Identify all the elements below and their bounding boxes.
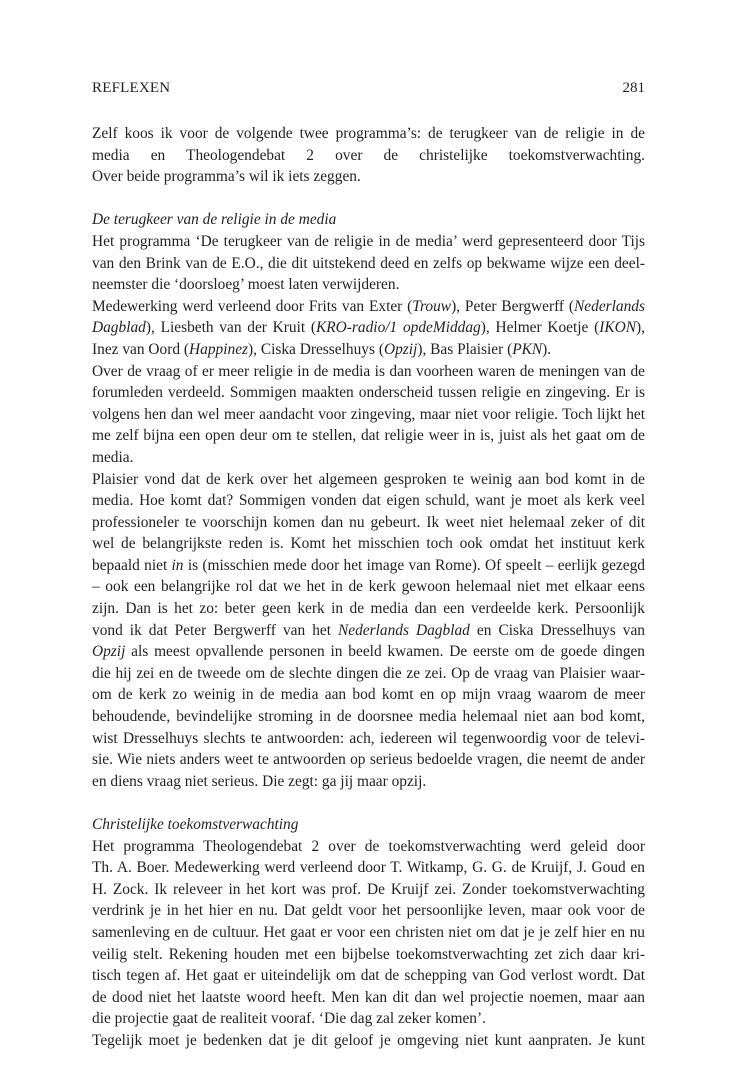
- text-line: [92, 944, 645, 966]
- text-run: me zelf bijna een open deur om te stellen, dat religie weer in is, juist als het gaat om de: [92, 427, 645, 445]
- text-run: en diens vraag niet serieus. Die zegt: ga jij maar opzij.: [92, 772, 427, 790]
- text-line: [92, 641, 645, 663]
- text-run: Over beide programma’s wil ik iets zeggen.: [92, 168, 361, 186]
- text-run: tisch tegen af. Het gaat er uiteindelijk om dat de schepping van God verlost wordt. Dat: [92, 967, 645, 985]
- italic-text: IKON: [599, 319, 637, 337]
- text-line: [92, 296, 645, 318]
- text-run: wist Dresselhuys slechts te antwoorden: ach, iedereen wil tegenwoordig voor de televi-: [92, 729, 645, 747]
- text-run: ), Helmer Koetje (: [480, 319, 600, 337]
- page-number: 281: [622, 80, 645, 96]
- section-gap: [92, 792, 645, 814]
- italic-text: KRO-radio/1 opdeMiddag: [316, 319, 481, 337]
- text-run: is (misschien mede door het image van Rome). Of speelt – eerlijk gezegd: [183, 556, 645, 574]
- section-gap: [92, 188, 645, 210]
- text-line: [92, 900, 645, 922]
- section-christian-expectation: [92, 836, 645, 1052]
- text-run: Inez van Oord (: [92, 340, 190, 358]
- text-line: [92, 857, 645, 879]
- italic-text: Opzij: [92, 643, 126, 661]
- text-line: [92, 965, 645, 987]
- text-line: [92, 253, 645, 275]
- italic-text: Nederlands: [574, 297, 645, 315]
- text-run: – ook een belangrijke rol dat we het in de kerk gewoon helemaal niet met elkaar eens: [92, 578, 645, 596]
- text-run: ),: [636, 319, 645, 337]
- section-heading-religion-media: De terugkeer van de religie in de media: [92, 211, 337, 229]
- text-line: [92, 684, 645, 706]
- text-run: de dood niet het laatste woord heeft. Men kan dit dan wel projectie noemen, maar aan: [92, 988, 645, 1006]
- text-run: behoudende, bevindelijke stroming in de doorsnee media helemaal niet aan bod komt,: [92, 708, 645, 726]
- text-run: H. Zock. Ik releveer in het kort was prof. De Kruijf zei. Zonder toekomstverwachting: [92, 880, 645, 898]
- text-line: [92, 598, 645, 620]
- text-line: [92, 771, 645, 793]
- text-line: [92, 274, 645, 296]
- text-line: [92, 382, 645, 404]
- text-run: ).: [542, 340, 552, 358]
- paragraph: [92, 231, 645, 296]
- text-line: [92, 361, 645, 383]
- text-run: Zelf koos ik voor de volgende twee programma’s: de terugkeer van de religie in de: [92, 125, 645, 142]
- intro-paragraph: [92, 123, 645, 188]
- section-religion-media: [92, 231, 645, 792]
- text-run: bepaald niet: [92, 556, 172, 574]
- italic-text: Opzij: [383, 340, 418, 358]
- text-line: [92, 749, 645, 771]
- text-line: [92, 879, 645, 901]
- text-line: [92, 404, 645, 426]
- paragraph: [92, 1030, 645, 1052]
- italic-text: in: [171, 556, 184, 574]
- italic-text: Happinez: [189, 340, 249, 358]
- text-line: [92, 339, 645, 361]
- text-run: ), Bas Plaisier (: [417, 340, 513, 358]
- text-line: [92, 922, 645, 944]
- text-line: [92, 512, 645, 534]
- text-run: media. Hoe komt dat? Sommigen vonden dat eigen schuld, want je moet als kerk veel: [92, 492, 645, 510]
- paragraph: [92, 296, 645, 361]
- text-run: ), Ciska Dresselhuys (: [248, 340, 384, 358]
- text-line: [92, 987, 645, 1009]
- paragraph: [92, 469, 645, 793]
- italic-text: Nederlands Dagblad: [338, 621, 470, 639]
- text-line: [92, 706, 645, 728]
- italic-text: PKN: [512, 340, 543, 358]
- text-line: [92, 555, 645, 577]
- text-run: forumleden verdeeld. Sommigen maakten onderscheid tussen religie en zingeving. Er is: [92, 384, 645, 402]
- text-run: Tegelijk moet je bedenken dat je dit geloof je omgeving niet kunt aanpraten. Je kunt: [92, 1031, 645, 1049]
- paragraph: [92, 123, 645, 188]
- text-run: Het programma Theologendebat 2 over de toekomstverwachting werd geleid door: [92, 837, 645, 855]
- text-line: [92, 166, 645, 188]
- text-run: vond ik dat Peter Bergwerff van het: [92, 621, 339, 639]
- text-run: media.: [92, 448, 134, 466]
- text-run: en Ciska Dresselhuys van: [469, 621, 645, 639]
- text-line: [92, 663, 645, 685]
- text-line: [92, 1008, 645, 1030]
- text-line: [92, 490, 645, 512]
- text-run: verdrink je in het hier en nu. Dat geldt voor het persoonlijke leven, maar ook voor de: [92, 902, 645, 920]
- paragraph: [92, 361, 645, 469]
- text-run: Th. A. Boer. Medewerking werd verleend door T. Witkamp, G. G. de Kruijf, J. Goud en: [92, 859, 645, 877]
- text-run: ), Peter Bergwerff (: [451, 297, 575, 315]
- text-line: [92, 836, 645, 858]
- text-run: Medewerking werd verleend door Frits van Exter (: [92, 297, 413, 315]
- text-line: [92, 469, 645, 491]
- text-run: die projectie gaat de realiteit vooraf. ‘Die dag zal zeker komen’.: [92, 1010, 486, 1028]
- text-run: Over de vraag of er meer religie in de media is dan voorheen waren de meningen van de: [92, 362, 645, 380]
- text-line: [92, 533, 645, 555]
- text-line: [92, 425, 645, 447]
- text-run: sie. Wie niets anders weet te antwoorden op serieus bedoelde vragen, die neemt de ander: [92, 751, 645, 769]
- text-run: Plaisier vond dat de kerk over het algemeen gesproken te weinig aan bod komt in de: [92, 470, 645, 488]
- italic-text: Dagblad: [92, 319, 146, 337]
- text-line: [92, 1030, 645, 1052]
- text-run: samenleving en de cultuur. Het gaat er voor een christen niet om dat je je zelf hier en nu: [92, 923, 645, 941]
- text-line: [92, 317, 645, 339]
- text-run: Het programma ‘De terugkeer van de religie in de media’ werd gepresenteerd door Tijs: [92, 232, 645, 250]
- text-run: van den Brink van de E.O., die dit uitstekend deed en zelfs op bekwame wijze een deel-: [92, 254, 645, 272]
- text-run: zijn. Dan is het zo: beter geen kerk in de media dan een verdeelde kerk. Persoonlijk: [92, 600, 645, 618]
- text-run: die hij zei en de tweede om de slechte dingen die ze zei. Op de vraag van Plaisier waar-: [92, 664, 645, 682]
- paragraph: [92, 836, 645, 1030]
- text-line: [92, 620, 645, 642]
- text-run: volgens hen dan wel meer aandacht voor zingeving, maar niet voor religie. Toch lijkt het: [92, 405, 645, 423]
- text-line: [92, 145, 645, 167]
- text-run: professioneler te voorschijn komen dan nu gebeurt. Ik weet niet helemaal zeker of dit: [92, 513, 645, 531]
- text-run: neemster die ‘doorsloeg’ moest laten verwijderen.: [92, 276, 400, 294]
- text-line: [92, 728, 645, 750]
- italic-text: Trouw: [412, 297, 452, 315]
- text-run: als meest opvallende personen in beeld kwamen. De eerste om de goede dingen: [125, 643, 645, 661]
- text-line: [92, 123, 645, 145]
- text-run: om de kerk zo weinig in de media aan bod komt en op mijn vraag waarom de meer: [92, 686, 645, 704]
- text-line: [92, 576, 645, 598]
- text-line: [92, 447, 645, 469]
- section-heading-christian-expectation: Christelijke toekomstverwachting: [92, 816, 299, 833]
- text-run: media en Theologendebat 2 over de christelijke toekomstverwachting.: [92, 146, 645, 164]
- text-run: ), Liesbeth van der Kruit (: [145, 319, 316, 337]
- text-line: [92, 231, 645, 253]
- text-run: veilig stelt. Rekening houden met een bijbelse toekomstverwachting zet zich daar kri-: [92, 945, 645, 963]
- running-head: REFLEXEN: [92, 80, 171, 96]
- text-run: wel de belangrijkste reden is. Komt het misschien toch ook omdat het instituut kerk: [92, 535, 645, 553]
- page-body: [92, 123, 645, 1052]
